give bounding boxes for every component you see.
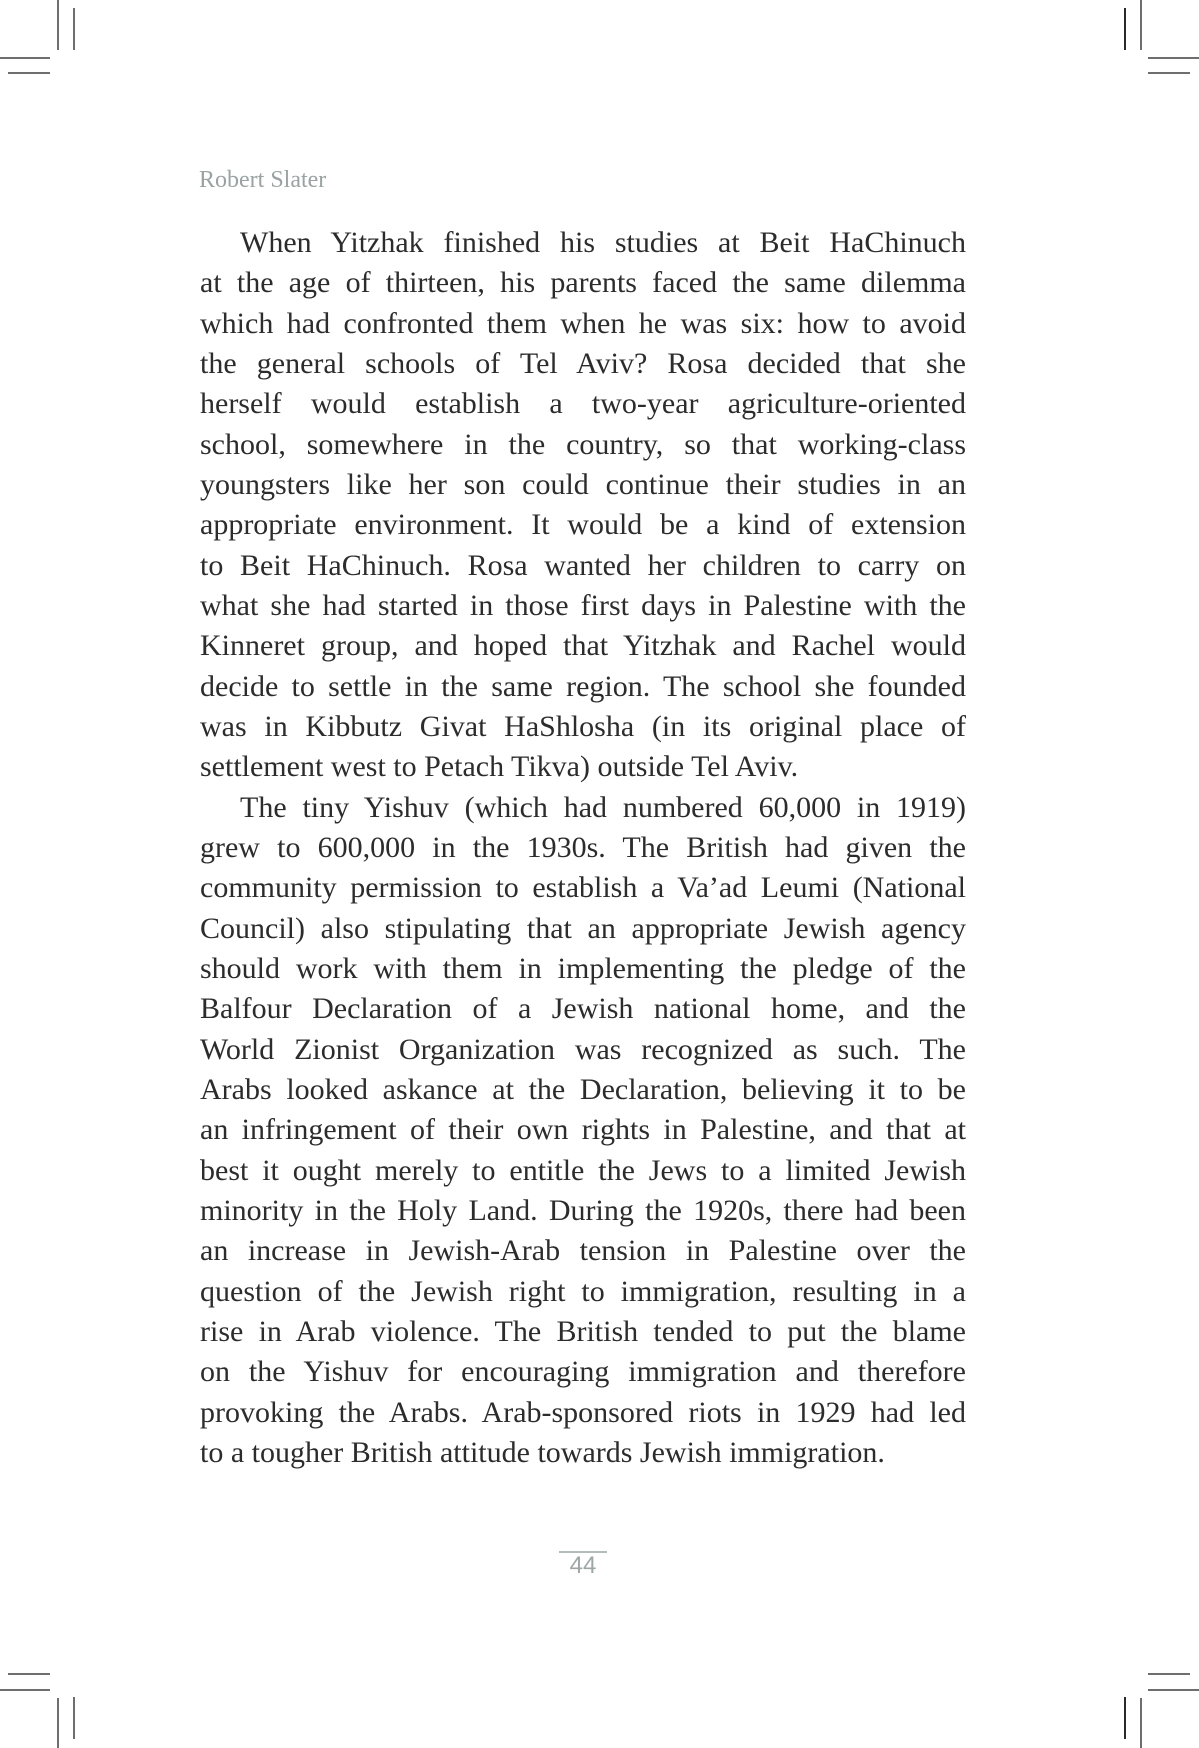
text-line: minority in the Holy Land. During the 1920s, there had been [200, 1193, 966, 1227]
text-line: school, somewhere in the country, so that working-class [200, 427, 966, 461]
text-line: herself would establish a two-year agriculture-oriented [200, 387, 966, 421]
text-line: to a tougher British attitude towards Jewish immigration. [200, 1435, 885, 1469]
text-line: which had confronted them when he was six: how to avoid [200, 306, 966, 340]
crop-mark-top-left-outer-vertical [57, 0, 59, 50]
crop-mark-top-left-inner-horizontal [8, 72, 50, 74]
text-line: Arabs looked askance at the Declaration, believing it to be [200, 1072, 966, 1106]
text-line: World Zionist Organization was recognized as such. The [200, 1032, 966, 1066]
text-line: to Beit HaChinuch. Rosa wanted her children to carry on [200, 548, 966, 582]
text-line: decide to settle in the same region. The school she founded [200, 669, 966, 703]
crop-mark-bottom-right-inner-vertical [1124, 1697, 1126, 1739]
text-line: grew to 600,000 in the 1930s. The British had given the [200, 830, 966, 864]
text-line: best it ought merely to entitle the Jews to a limited Jewish [200, 1153, 966, 1187]
text-line: question of the Jewish right to immigration, resulting in a [200, 1274, 966, 1308]
crop-mark-top-left-outer-horizontal [0, 57, 50, 59]
text-line: what she had started in those first days in Palestine with the [200, 588, 966, 622]
paragraph-1 [200, 223, 966, 788]
crop-mark-top-right-inner-vertical [1124, 8, 1126, 50]
text-line: Kinneret group, and hoped that Yitzhak and Rachel would [200, 629, 966, 663]
text-line: the general schools of Tel Aviv? Rosa decided that she [200, 346, 966, 380]
body-text [200, 223, 966, 1473]
crop-mark-top-left-inner-vertical [73, 8, 75, 50]
crop-mark-bottom-right-outer-horizontal [1148, 1689, 1199, 1691]
text-line: an infringement of their own rights in Palestine, and that at [200, 1113, 966, 1147]
paragraph-2 [200, 788, 966, 1474]
text-line: was in Kibbutz Givat HaShlosha (in its original place of [200, 709, 966, 743]
text-line: should work with them in implementing the pledge of the [200, 951, 966, 985]
text-line: on the Yishuv for encouraging immigration and therefore [200, 1355, 966, 1389]
text-line: The tiny Yishuv (which had numbered 60,000 in 1919) [240, 790, 966, 824]
text-line: Balfour Declaration of a Jewish national home, and the [200, 992, 966, 1026]
crop-mark-bottom-left-inner-vertical [73, 1697, 75, 1739]
text-line: at the age of thirteen, his parents faced the same dilemma [200, 266, 966, 300]
crop-mark-top-right-inner-horizontal [1148, 72, 1190, 74]
text-line: rise in Arab violence. The British tended to put the blame [200, 1314, 966, 1348]
crop-mark-bottom-left-outer-vertical [57, 1698, 59, 1748]
text-line: settlement west to Petach Tikva) outside Tel Aviv. [200, 750, 799, 784]
text-line: provoking the Arabs. Arab-sponsored riots in 1929 had led [200, 1395, 966, 1429]
crop-mark-bottom-right-inner-horizontal [1148, 1673, 1190, 1675]
text-line: Council) also stipulating that an appropriate Jewish agency [200, 911, 966, 945]
crop-mark-bottom-left-outer-horizontal [0, 1689, 50, 1691]
crop-mark-top-right-outer-vertical [1140, 0, 1142, 50]
crop-mark-top-right-outer-horizontal [1148, 57, 1199, 59]
running-head-author: Robert Slater [199, 167, 327, 193]
crop-mark-bottom-right-outer-vertical [1140, 1698, 1142, 1748]
text-line: an increase in Jewish-Arab tension in Palestine over the [200, 1234, 966, 1268]
page-number: 44 [569, 1552, 597, 1579]
text-line: community permission to establish a Va’ad Leumi (National [200, 871, 966, 905]
text-line: youngsters like her son could continue their studies in an [200, 467, 966, 501]
text-line: appropriate environment. It would be a kind of extension [200, 508, 966, 542]
crop-mark-bottom-left-inner-horizontal [8, 1673, 50, 1675]
text-line: When Yitzhak finished his studies at Beit HaChinuch [240, 226, 966, 259]
